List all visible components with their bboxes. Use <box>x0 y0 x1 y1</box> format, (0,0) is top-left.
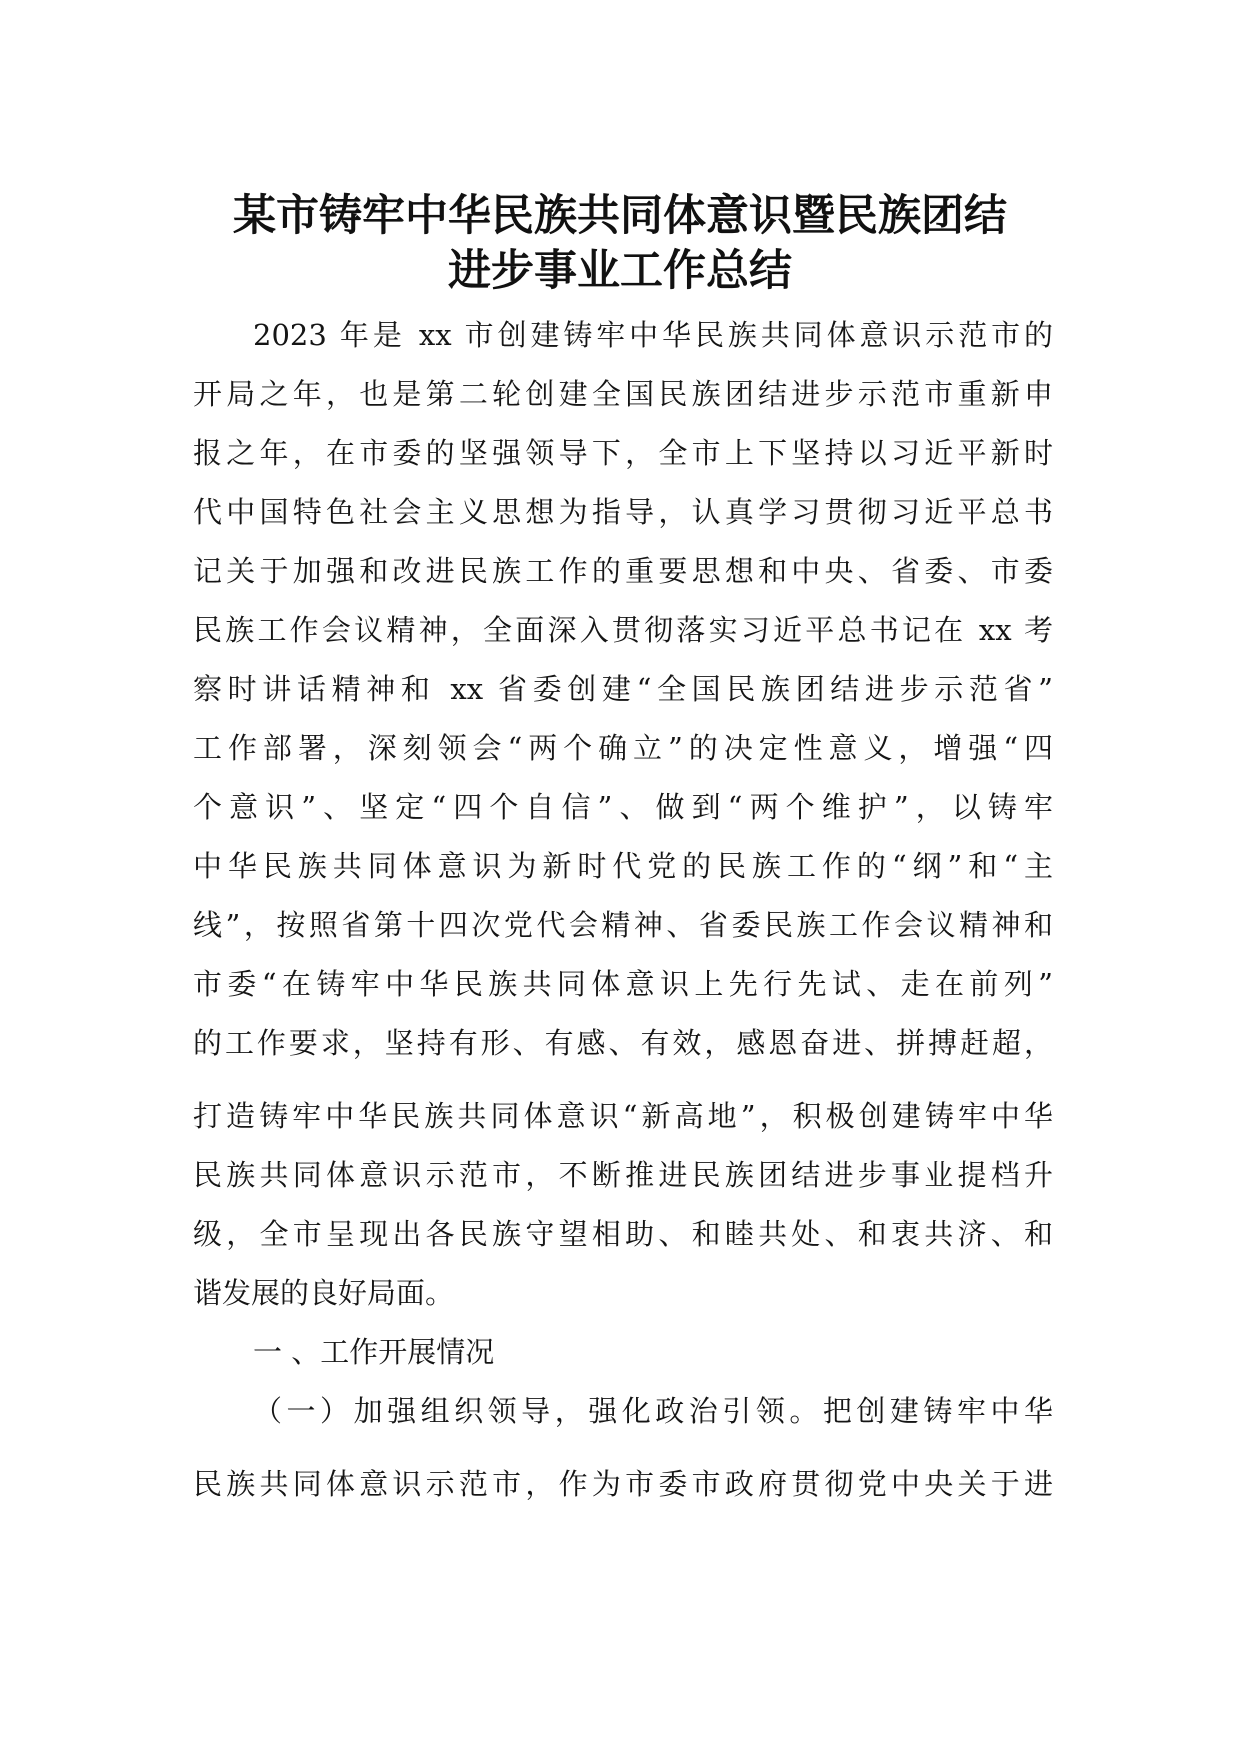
paragraph-line: 报之年，在市委的坚强领导下，全市上下坚持以习近平新时 <box>193 436 1053 470</box>
paragraph-line: 记关于加强和改进民族工作的重要思想和中央、省委、市委 <box>193 554 1053 588</box>
document-title-line-2: 进步事业工作总结 <box>448 246 792 296</box>
paragraph-line: 工作部署，深刻领会“两个确立”的决定性意义，增强“四 <box>193 731 1053 765</box>
document-title-line-1: 某市铸牢中华民族共同体意识暨民族团结 <box>233 191 1007 241</box>
paragraph-line: 市委“在铸牢中华民族共同体意识上先行先试、走在前列” <box>193 967 1053 1001</box>
paragraph-line: 谐发展的良好局面。 <box>193 1276 455 1310</box>
paragraph-line: 中华民族共同体意识为新时代党的民族工作的“纲”和“主 <box>193 849 1053 883</box>
document-body <box>193 306 1053 1514</box>
paragraph-line: 民族工作会议精神，全面深入贯彻落实习近平总书记在 xx 考 <box>193 613 1053 647</box>
paragraph-line: 打造铸牢中华民族共同体意识“新高地”，积极创建铸牢中华 <box>193 1099 1053 1133</box>
paragraph-line: 民族共同体意识示范市，作为市委市政府贯彻党中央关于进 <box>193 1467 1053 1501</box>
paragraph-line: 个意识”、坚定“四个自信”、做到“两个维护”，以铸牢 <box>193 790 1053 824</box>
paragraph-line: 代中国特色社会主义思想为指导，认真学习贯彻习近平总书 <box>193 495 1053 529</box>
paragraph-line: 民族共同体意识示范市，不断推进民族团结进步事业提档升 <box>193 1158 1053 1192</box>
paragraph-line: 察时讲话精神和 xx 省委创建“全国民族团结进步示范省” <box>193 672 1053 706</box>
paragraph-line: 的工作要求，坚持有形、有感、有效，感恩奋进、拼搏赶超， <box>193 1026 1053 1060</box>
section-heading: 一 、工作开展情况 <box>253 1335 495 1369</box>
intro-paragraph <box>193 306 1053 1323</box>
paragraph-line: （一）加强组织领导，强化政治引领。把创建铸牢中华 <box>253 1394 1053 1428</box>
paragraph-line: 开局之年，也是第二轮创建全国民族团结进步示范市重新申 <box>193 377 1053 411</box>
paragraph-line: 2023 年是 xx 市创建铸牢中华民族共同体意识示范市的 <box>253 318 1053 352</box>
subsection-paragraph <box>193 1382 1053 1514</box>
paragraph-line: 级，全市呈现出各民族守望相助、和睦共处、和衷共济、和 <box>193 1217 1053 1251</box>
paragraph-line: 线”，按照省第十四次党代会精神、省委民族工作会议精神和 <box>193 908 1053 942</box>
